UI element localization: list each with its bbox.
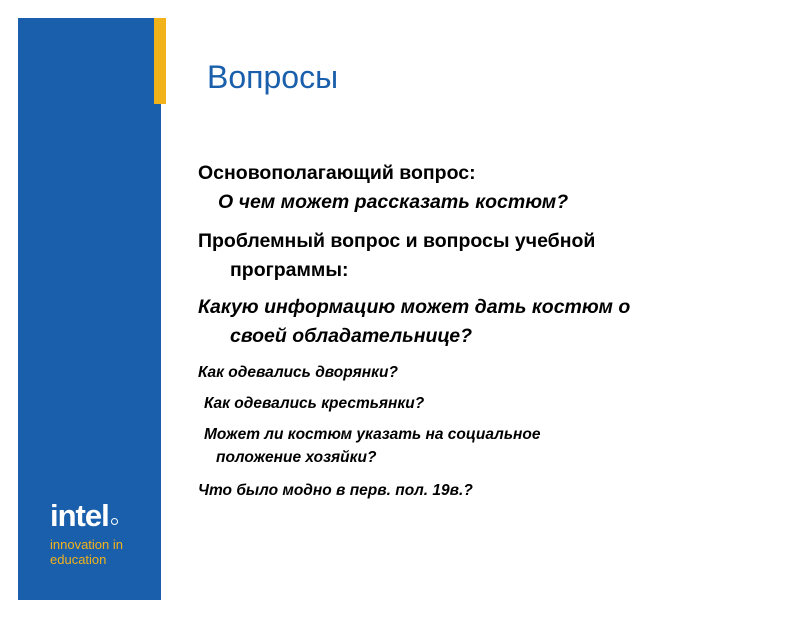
content-question-4: Что было модно в перв. пол. 19в.? xyxy=(198,482,473,499)
content-question-2: Как одевались крестьянки? xyxy=(204,395,425,412)
accent-bar xyxy=(154,18,166,104)
essential-question: О чем может рассказать костюм? xyxy=(218,191,569,213)
content-question-1: Как одевались дворянки? xyxy=(198,364,398,381)
content-question-3-line2: положение хозяйки? xyxy=(216,449,377,466)
content-question-3-line1: Может ли костюм указать на социальное xyxy=(204,426,541,443)
unit-question-line2: своей обладательнице? xyxy=(230,325,472,347)
unit-questions-label-line1: Проблемный вопрос и вопросы учебной xyxy=(198,230,596,252)
logo-tagline-line2: education xyxy=(50,552,107,567)
essential-question-label: Основополагающий вопрос: xyxy=(198,162,476,184)
slide-title: Вопросы xyxy=(207,59,339,95)
logo-tagline xyxy=(50,537,160,567)
intel-logo xyxy=(50,500,160,567)
intel-wordmark: intel xyxy=(50,500,109,531)
logo-tagline-line1: innovation in xyxy=(50,537,123,552)
unit-question-line1: Какую информацию может дать костюм о xyxy=(198,296,631,318)
unit-questions-label-line2: программы: xyxy=(230,259,349,281)
logo-registered-dot xyxy=(111,518,118,525)
